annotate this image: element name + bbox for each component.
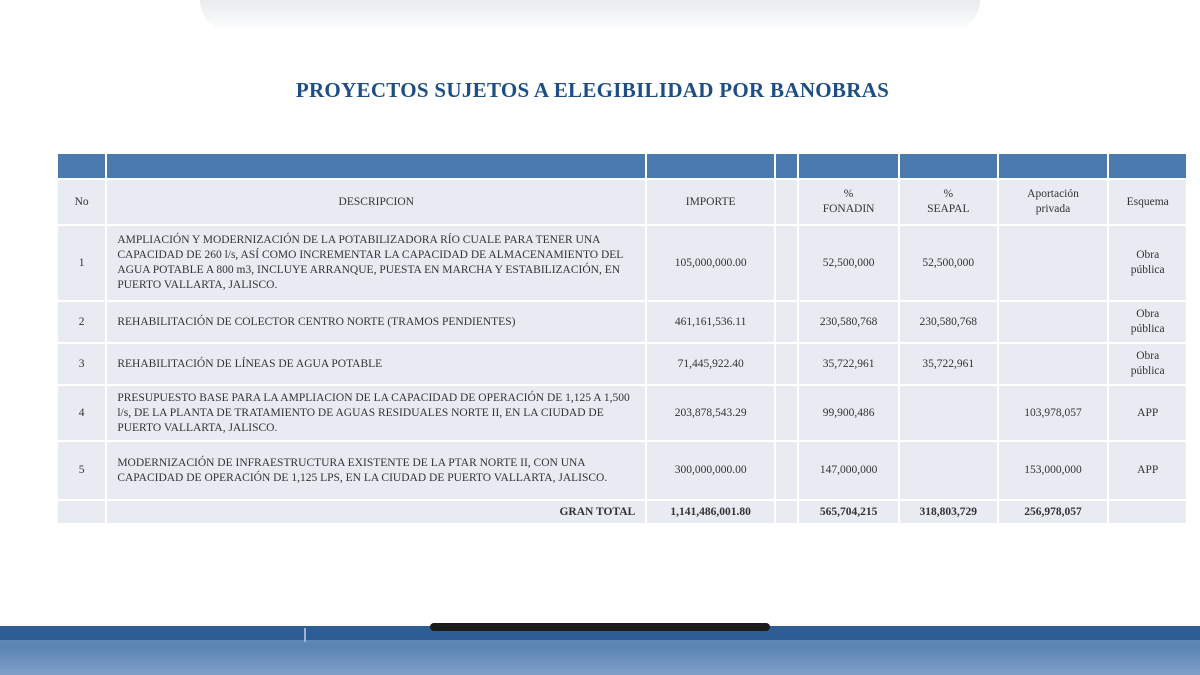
- header-row: [58, 180, 1186, 224]
- cell-no: 4: [58, 386, 105, 440]
- header-fonadin-pct: %: [843, 188, 854, 200]
- band-cell: [647, 154, 774, 178]
- cell-esquema: [1109, 344, 1186, 384]
- home-indicator[interactable]: [430, 623, 770, 631]
- cell-no: 5: [58, 442, 105, 499]
- header-fonadin-label: FONADIN: [822, 203, 875, 215]
- header-importe: IMPORTE: [647, 180, 774, 224]
- cell-seapal: 52,500,000: [900, 226, 997, 300]
- table-row: [58, 344, 1186, 384]
- header-no: No: [58, 180, 105, 224]
- total-esquema: [1109, 501, 1186, 523]
- total-fonadin: 565,704,215: [799, 501, 898, 523]
- cell-descripcion: MODERNIZACIÓN DE INFRAESTRUCTURA EXISTENTE DE LA PTAR NORTE II, CON UNA CAPACIDAD DE OPERACIÓN DE 1,125 LPS, EN LA CIUDAD DE PUERTO VALLARTA, JALISCO.: [107, 442, 645, 499]
- cell-seapal: [900, 442, 997, 499]
- cell-importe: 300,000,000.00: [647, 442, 774, 499]
- cell-importe: 71,445,922.40: [647, 344, 774, 384]
- cell-esquema-line1: APP: [1137, 406, 1159, 419]
- cell-esquema: [1109, 442, 1186, 499]
- table-row: [58, 226, 1186, 300]
- header-seapal: [900, 180, 997, 224]
- band-cell: [1109, 154, 1186, 178]
- header-esquema: Esquema: [1109, 180, 1186, 224]
- cell-descripcion: PRESUPUESTO BASE PARA LA AMPLIACION DE LA CAPACIDAD DE OPERACIÓN DE 1,125 A 1,500 l/s, DE LA PLANTA DE TRATAMIENTO DE AGUAS RESIDUALES NORTE II, EN LA CIUDAD DE PUERTO VALLARTA, JALISCO.: [107, 386, 645, 440]
- band-cell: [799, 154, 898, 178]
- total-label: GRAN TOTAL: [107, 501, 645, 523]
- footer-divider: [304, 628, 306, 642]
- cell-esquema-line2: pública: [1130, 365, 1165, 377]
- total-no: [58, 501, 105, 523]
- header-descripcion: DESCRIPCION: [107, 180, 645, 224]
- header-band: [58, 154, 1186, 178]
- table-row: [58, 442, 1186, 499]
- header-spacer: [776, 180, 797, 224]
- total-aportacion: 256,978,057: [999, 501, 1108, 523]
- cell-no: 3: [58, 344, 105, 384]
- table-row: [58, 386, 1186, 440]
- cell-esquema-line2: pública: [1130, 323, 1165, 335]
- header-aportacion: [999, 180, 1108, 224]
- header-fonadin: [799, 180, 898, 224]
- cell-fonadin: 230,580,768: [799, 302, 898, 342]
- cell-importe: 105,000,000.00: [647, 226, 774, 300]
- cell-seapal: 230,580,768: [900, 302, 997, 342]
- total-seapal: 318,803,729: [900, 501, 997, 523]
- cell-spacer: [776, 386, 797, 440]
- header-seapal-label: SEAPAL: [927, 203, 970, 215]
- cell-esquema-line1: Obra: [1136, 308, 1160, 320]
- cell-aportacion: [999, 226, 1108, 300]
- page-title: PROYECTOS SUJETOS A ELEGIBILIDAD POR BANOBRAS: [295, 78, 890, 102]
- header-aportacion-line1: Aportación: [1027, 188, 1079, 200]
- cell-aportacion: 153,000,000: [999, 442, 1108, 499]
- band-cell: [776, 154, 797, 178]
- cell-fonadin: 147,000,000: [799, 442, 898, 499]
- cell-fonadin: 35,722,961: [799, 344, 898, 384]
- cell-descripcion: AMPLIACIÓN Y MODERNIZACIÓN DE LA POTABILIZADORA RÍO CUALE PARA TENER UNA CAPACIDAD DE 260 l/s, ASÍ COMO INCREMENTAR LA CAPACIDAD DE ALMACENAMIENTO DEL AGUA POTABLE A 800 m3, INCLUYE ARRANQUE, PUESTA EN MARCHA Y ESTABILIZACIÓN, EN PUERTO VALLARTA, JALISCO.: [107, 226, 645, 300]
- cell-esquema-line1: Obra: [1136, 350, 1160, 362]
- cell-aportacion: [999, 344, 1108, 384]
- cell-importe: 461,161,536.11: [647, 302, 774, 342]
- header-seapal-pct: %: [943, 188, 954, 200]
- cell-importe: 203,878,543.29: [647, 386, 774, 440]
- total-spacer: [776, 501, 797, 523]
- cell-esquema: [1109, 386, 1186, 440]
- cell-no: 1: [58, 226, 105, 300]
- band-cell: [999, 154, 1108, 178]
- cell-esquema-line1: APP: [1137, 464, 1159, 476]
- cell-no: 2: [58, 302, 105, 342]
- cell-esquema: [1109, 226, 1186, 300]
- cell-fonadin: 99,900,486: [799, 386, 898, 440]
- header-aportacion-line2: privada: [1035, 203, 1071, 215]
- band-cell: [58, 154, 105, 178]
- cell-fonadin: 52,500,000: [799, 226, 898, 300]
- cell-descripcion: REHABILITACIÓN DE LÍNEAS DE AGUA POTABLE: [107, 344, 645, 384]
- table-row: [58, 302, 1186, 342]
- cell-seapal: 35,722,961: [900, 344, 997, 384]
- total-row: [58, 501, 1186, 523]
- projects-table: [56, 152, 1188, 525]
- cell-esquema-line2: pública: [1130, 264, 1165, 276]
- band-cell: [900, 154, 997, 178]
- cell-seapal: [900, 386, 997, 440]
- cell-spacer: [776, 442, 797, 499]
- total-importe: 1,141,486,001.80: [647, 501, 774, 523]
- cell-esquema-line1: Obra: [1136, 249, 1160, 261]
- cell-esquema: [1109, 302, 1186, 342]
- cell-aportacion: [999, 302, 1108, 342]
- cell-spacer: [776, 226, 797, 300]
- cell-spacer: [776, 344, 797, 384]
- cell-descripcion: REHABILITACIÓN DE COLECTOR CENTRO NORTE (TRAMOS PENDIENTES): [107, 302, 645, 342]
- cell-spacer: [776, 302, 797, 342]
- cell-aportacion: 103,978,057: [999, 386, 1108, 440]
- top-shadow: [200, 0, 980, 32]
- band-cell: [107, 154, 645, 178]
